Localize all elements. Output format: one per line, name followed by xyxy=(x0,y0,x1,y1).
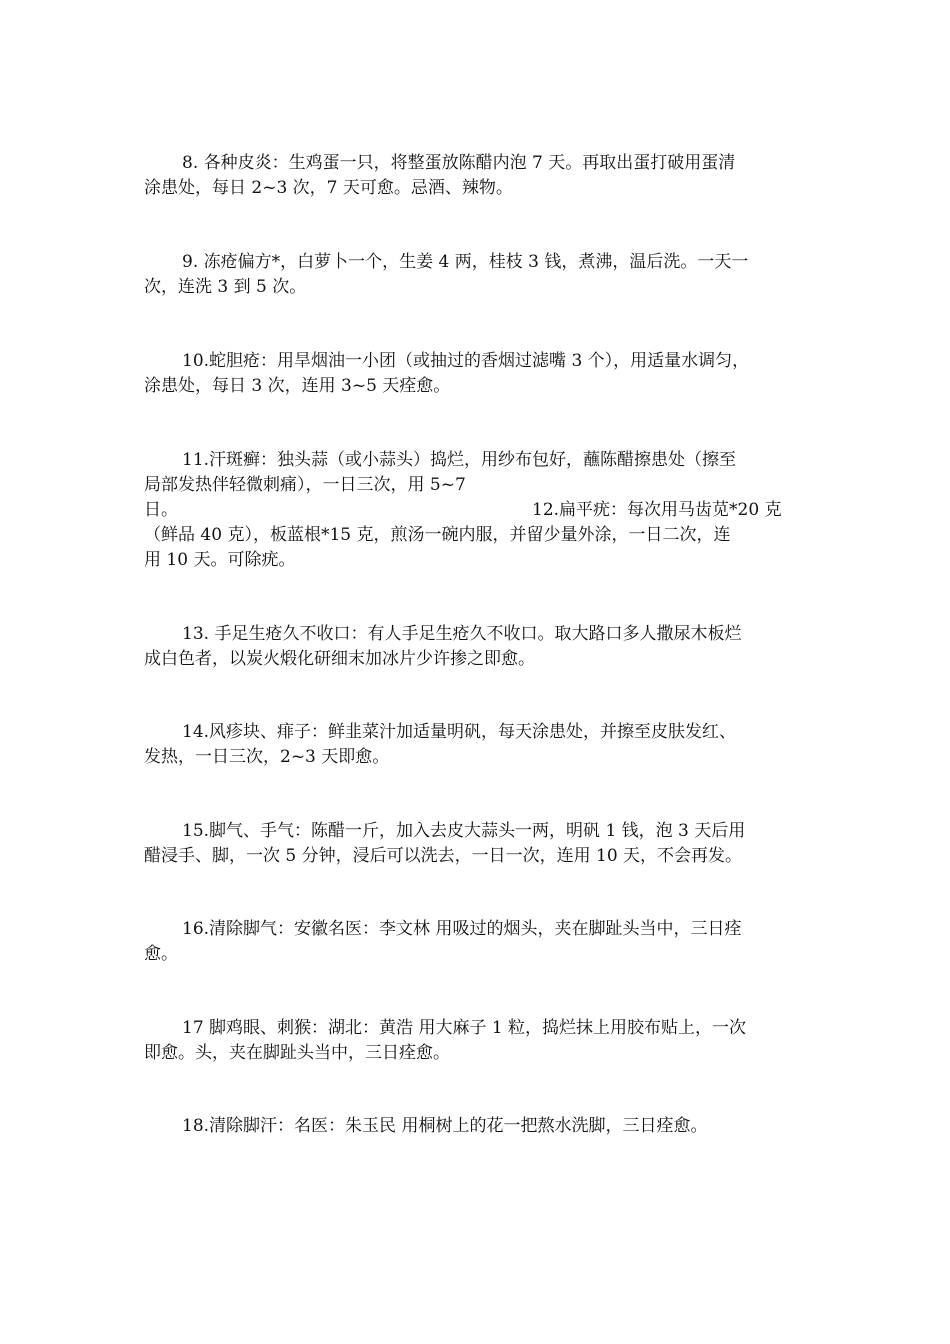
remedy-item-15-line-1: 15.脚气、手气：陈醋一斤，加入去皮大蒜头一两，明矾 1 钱，泡 3 天后用 xyxy=(182,821,746,841)
remedy-item-9-line-2: 次，连洗 3 到 5 次。 xyxy=(144,277,307,297)
remedy-item-18 xyxy=(144,1114,808,1139)
remedy-item-11-line-3: 日。 xyxy=(144,500,178,520)
remedy-item-17-line-2: 即愈。头，夹在脚趾头当中，三日痊愈。 xyxy=(144,1043,450,1063)
remedy-item-8 xyxy=(144,151,808,201)
remedy-item-15 xyxy=(144,819,808,869)
remedy-item-13 xyxy=(144,622,808,672)
remedy-item-14-line-2: 发热，一日三次，2~3 天即愈。 xyxy=(144,747,390,767)
remedy-item-10 xyxy=(144,349,808,399)
remedy-item-10-line-1: 10.蛇胆疮：用旱烟油一小团（或抽过的香烟过滤嘴 3 个），用适量水调匀， xyxy=(182,351,750,371)
remedy-item-10-line-2: 涂患处，每日 3 次，连用 3~5 天痊愈。 xyxy=(144,376,451,396)
remedy-item-14 xyxy=(144,720,808,770)
remedy-item-12-line-1: 12.扁平疣：每次用马齿苋*20 克 xyxy=(532,500,782,520)
remedy-item-12-line-3: 用 10 天。可除疣。 xyxy=(144,550,296,570)
remedy-item-16-line-1: 16.清除脚气：安徽名医：李文林 用吸过的烟头，夹在脚趾头当中，三日痊 xyxy=(182,919,742,939)
remedy-item-13-line-1: 13. 手足生疮久不收口：有人手足生疮久不收口。取大路口多人撒尿木板烂 xyxy=(182,624,742,644)
remedy-item-8-line-2: 涂患处，每日 2~3 次，7 天可愈。忌酒、辣物。 xyxy=(144,178,513,198)
remedy-item-11-line-2: 局部发热伴轻微刺痛），一日三次，用 5~7 xyxy=(144,475,466,495)
remedy-item-12-line-2: （鲜品 40 克），板蓝根*15 克，煎汤一碗内服，并留少量外涂，一日二次，连 xyxy=(144,525,731,545)
remedy-item-13-line-2: 成白色者，以炭火煅化研细末加冰片少许掺之即愈。 xyxy=(144,649,535,669)
remedy-item-15-line-2: 醋浸手、脚，一次 5 分钟，浸后可以洗去，一日一次，连用 10 天，不会再发。 xyxy=(144,846,743,866)
remedy-item-9-line-1: 9. 冻疮偏方*，白萝卜一个，生姜 4 两，桂枝 3 钱，煮沸，温后洗。一天一 xyxy=(182,252,749,272)
remedy-item-17 xyxy=(144,1016,808,1066)
remedy-item-18-line-1: 18.清除脚汗：名医：朱玉民 用桐树上的花一把熬水洗脚，三日痊愈。 xyxy=(182,1116,708,1136)
remedy-item-16 xyxy=(144,917,808,967)
remedy-item-17-line-1: 17 脚鸡眼、刺猴：湖北：黄浩 用大麻子 1 粒，捣烂抹上用胶布贴上，一次 xyxy=(182,1018,747,1038)
remedy-item-14-line-1: 14.风疹块、痱子：鲜韭菜汁加适量明矾，每天涂患处，并擦至皮肤发红、 xyxy=(182,722,737,742)
remedy-item-9 xyxy=(144,250,808,300)
remedy-item-11-12 xyxy=(144,448,808,573)
remedy-item-11-line-1: 11.汗斑癣：独头蒜（或小蒜头）捣烂，用纱布包好，蘸陈醋擦患处（擦至 xyxy=(182,450,737,470)
remedy-item-16-line-2: 愈。 xyxy=(144,944,178,964)
remedy-item-8-line-1: 8. 各种皮炎：生鸡蛋一只，将整蛋放陈醋内泡 7 天。再取出蛋打破用蛋清 xyxy=(182,153,736,173)
